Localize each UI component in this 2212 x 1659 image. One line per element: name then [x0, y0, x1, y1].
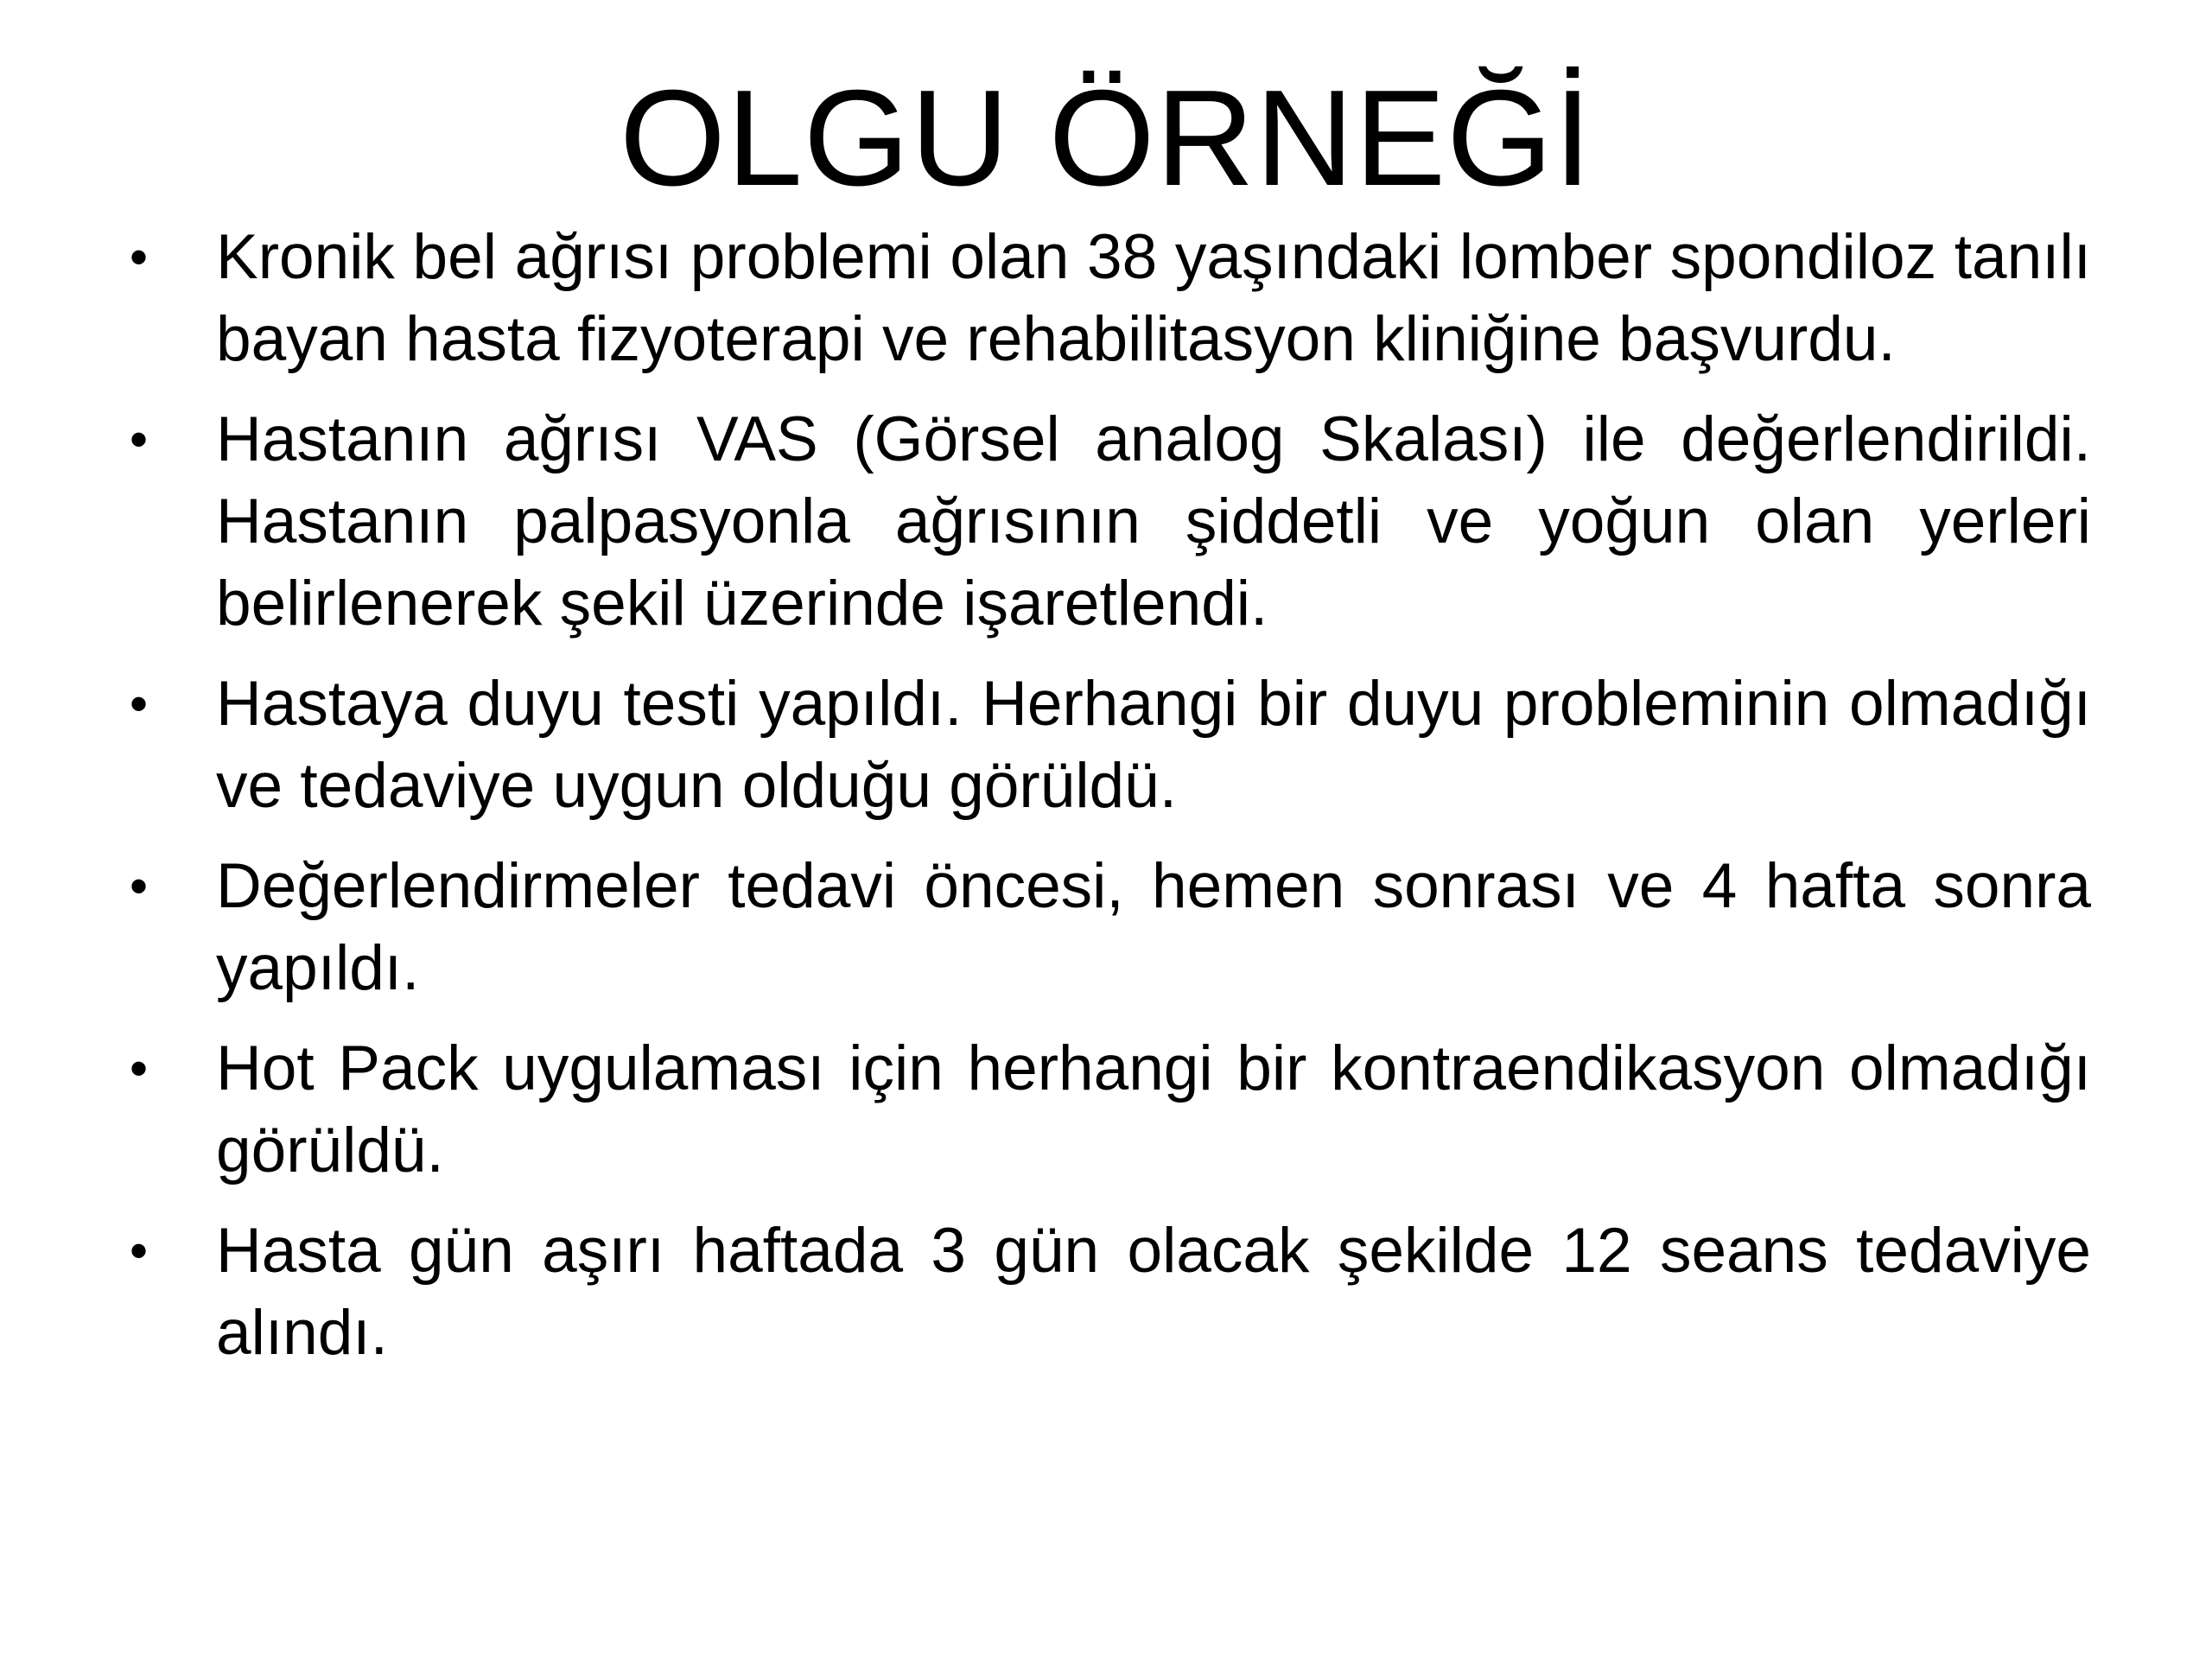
bullet-list [130, 216, 2091, 1392]
bullet-item-2 [130, 398, 2091, 645]
bullet-item-1 [130, 216, 2091, 380]
bullet-item-6 [130, 1210, 2091, 1374]
bullet-icon: • [130, 857, 149, 915]
bullet-text: Hastanın ağrısı VAS (Görsel analog Skalası) ile değerlendirildi. Hastanın palpasyonla ağrısının şiddetli ve yoğun olan yerleri belirlenerek şekil üzerinde işaretlendi. [216, 404, 2091, 639]
bullet-icon: • [130, 675, 149, 733]
bullet-icon: • [130, 1222, 149, 1280]
bullet-icon: • [130, 410, 149, 468]
bullet-item-5 [130, 1027, 2091, 1192]
bullet-item-4 [130, 845, 2091, 1009]
bullet-text: Hasta gün aşırı haftada 3 gün olacak şekilde 12 seans tedaviye alındı. [216, 1216, 2091, 1368]
bullet-text: Hot Pack uygulaması için herhangi bir kontraendikasyon olmadığı görüldü. [216, 1033, 2091, 1185]
bullet-text: Kronik bel ağrısı problemi olan 38 yaşındaki lomber spondiloz tanılı bayan hasta fizyoterapi ve rehabilitasyon kliniğine başvurdu. [216, 222, 2091, 374]
bullet-text: Değerlendirmeler tedavi öncesi, hemen sonrası ve 4 hafta sonra yapıldı. [216, 851, 2091, 1003]
bullet-text: Hastaya duyu testi yapıldı. Herhangi bir duyu probleminin olmadığı ve tedaviye uygun olduğu görüldü. [216, 669, 2091, 821]
slide-title: OLGU ÖRNEĞİ [620, 62, 1592, 214]
bullet-item-3 [130, 663, 2091, 827]
bullet-icon: • [130, 228, 149, 286]
bullet-icon: • [130, 1039, 149, 1097]
